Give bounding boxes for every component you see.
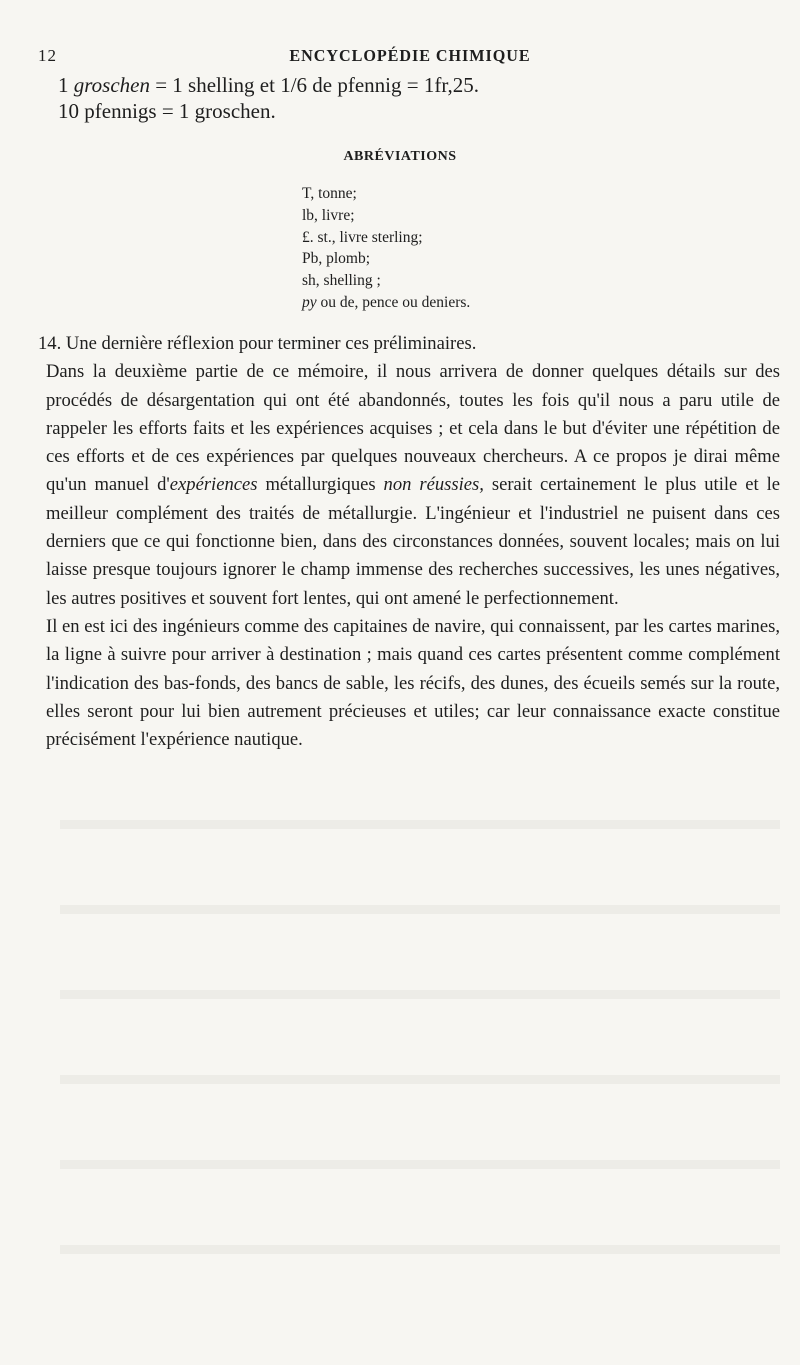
- paragraph: [38, 358, 780, 613]
- paragraph-text: serait certainement le plus utile et le meilleur complément des traités de métallurgie. L'ingénieur et l'industriel ne puisent dans ces derniers que ce qui fonctionne bien, dans des circonstances données, souvent locales; mais on lui laisse presque toujours ignorer le champ immense des recherches successives, les unes négatives, les autres positives et souvent fort lentes, qui ont amené le perfectionnement.: [46, 474, 780, 609]
- conversion-line-1: [58, 72, 479, 98]
- page-header: [38, 46, 782, 68]
- abbreviation-item: sh, shelling ;: [302, 272, 381, 290]
- paragraph-text: Dans la deuxième partie de ce mémoire, il nous arrivera de donner quelques détails sur des procédés de désargentation qui ont été abandonnés, toutes les fois qu'il nous a paru utile de rappeler les efforts faits et les expériences acquises ; et cela dans le but d'éviter une répétition de ces efforts et de ces expériences par quelques nouveaux chercheurs. A ce propos je dirai même qu'un manuel d': [46, 361, 780, 496]
- conversion-text: = 1 shelling et 1/6 de pfennig = 1fr,25.: [155, 73, 480, 97]
- abbreviation-text: ou de, pence ou deniers.: [320, 293, 471, 311]
- paragraph-text: Il en est ici des ingénieurs comme des capitaines de navire, qui connaissent, par les cartes marines, la ligne à suivre pour arriver à destination ; mais quand ces cartes présentent comme complément l'indication des bas-fonds, des bancs de sable, les récifs, des dunes, des écueils semés sur la route, elles seront pour lui bien autrement précieuses et utiles; car leur connaissance exacte constitue précisément l'expérience nautique.: [46, 615, 780, 751]
- abbreviations-title: ABRÉVIATIONS: [343, 149, 457, 164]
- abbreviation-item: T, tonne;: [302, 185, 357, 202]
- conversion-prefix: 1: [58, 73, 74, 97]
- conversion-text: = 1 groschen.: [161, 99, 276, 123]
- conversion-unit: groschen: [73, 73, 150, 97]
- italic-text: expériences: [169, 474, 258, 496]
- abbreviation-item: [302, 292, 622, 314]
- section-number: 14.: [38, 333, 62, 354]
- abbreviation-item: £. st., livre sterling;: [302, 228, 423, 246]
- italic-text: non réussies,: [383, 474, 484, 496]
- paragraph: [38, 613, 780, 754]
- abbreviations-list: [302, 183, 622, 314]
- conversion-prefix: 10 pfennigs: [58, 99, 157, 123]
- abbreviation-symbol: py: [302, 293, 317, 311]
- section-heading-text: Une dernière réflexion pour terminer ces préliminaires.: [65, 333, 477, 354]
- page-number: 12: [38, 46, 57, 65]
- section-body: [38, 330, 780, 754]
- running-title: ENCYCLOPÉDIE CHIMIQUE: [289, 46, 531, 65]
- show-through-mark: [60, 990, 780, 999]
- show-through-mark: [60, 820, 780, 829]
- conversion-line-2: [58, 98, 276, 124]
- abbreviation-item: Pb, plomb;: [302, 250, 371, 268]
- show-through-mark: [60, 905, 780, 914]
- paragraph-text: métallurgiques: [257, 474, 384, 496]
- section-heading: [38, 330, 780, 358]
- abbreviation-item: lb, livre;: [302, 206, 355, 224]
- show-through-mark: [60, 1245, 780, 1254]
- show-through-mark: [60, 1075, 780, 1084]
- show-through-mark: [60, 1160, 780, 1169]
